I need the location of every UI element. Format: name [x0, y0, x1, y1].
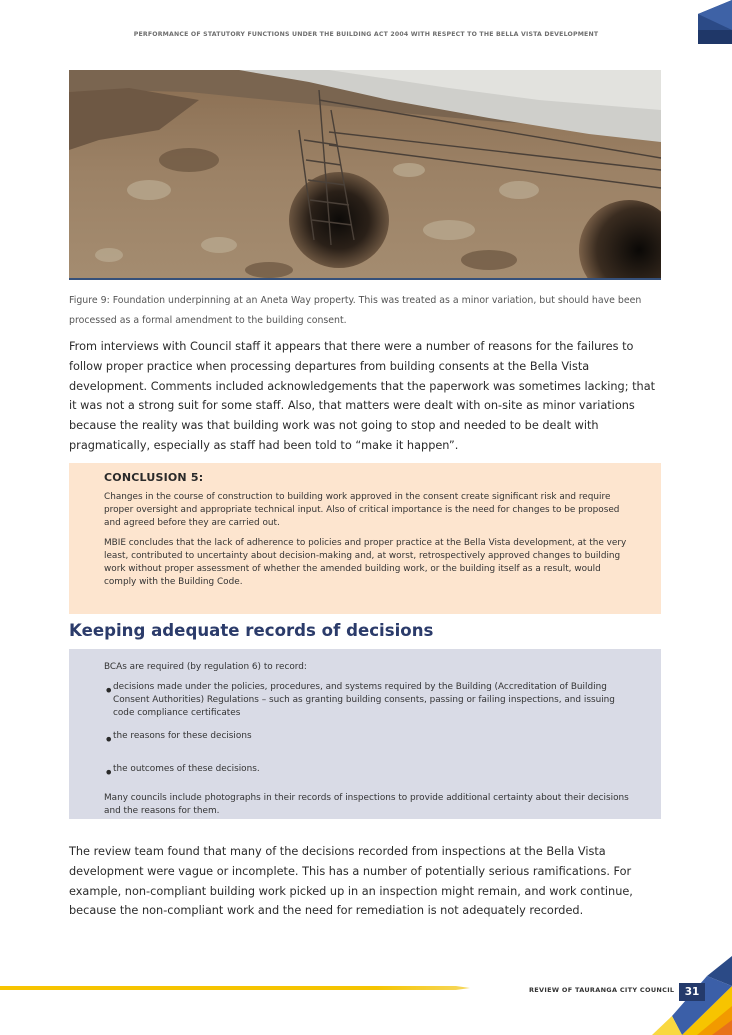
list-item-text: the reasons for these decisions: [113, 731, 252, 741]
footer-report-title: REVIEW OF TAURANGA CITY COUNCIL: [529, 986, 675, 994]
bullet-icon: •: [104, 681, 114, 700]
figure-caption: Figure 9: Foundation underpinning at an Aneta Way property. This was treated as a minor variation, but should have been processed as a formal amendment to the building consent.: [69, 295, 642, 326]
body-paragraph-1: From interviews with Council staff it appears that there were a number of reasons for the failures to follow proper practice when processing departures from building consents at the Bella Vista development. Comments included acknowledgements that the paperwork was sometimes lacking; that it was not a strong suit for some staff. Also, that matters were dealt with on-site as minor variations because the reality was that building work was not going to stop and needed to be dealt with pragmatically, especially as staff had been told to “make it happen”.: [69, 340, 656, 452]
body-paragraph-2: The review team found that many of the decisions recorded from inspections at the Bella Vista development were vague or incomplete. This has a number of potentially serious ramifications. For example, non-compliant building work picked up in an inspection might remain, and work continue, because the non-compliant work and the need for remediation is not adequately recorded.: [69, 845, 633, 918]
list-item: [104, 763, 631, 782]
footer-rule: [0, 986, 470, 990]
conclusion-text-1: Changes in the course of construction to building work approved in the consent create significant risk and require proper oversight and appropriate technical input. Also of critical importance is the need for changes to be proposed and agreed before they are carried out.: [104, 492, 620, 528]
list-item: [104, 681, 631, 720]
bullet-icon: •: [104, 730, 114, 749]
running-header: PERFORMANCE OF STATUTORY FUNCTIONS UNDER THE BUILDING ACT 2004 WITH RESPECT TO THE BELLA VISTA DEVELOPMENT: [133, 31, 599, 38]
list-item: [104, 730, 631, 749]
figure-photo: [69, 70, 661, 280]
page-number: 31: [679, 983, 705, 1001]
records-outro: Many councils include photographs in their records of inspections to provide additional certainty about their decisions and the reasons for them.: [104, 793, 629, 816]
conclusion-text-2: MBIE concludes that the lack of adherence to policies and proper practice at the Bella Vista development, at the very least, contributed to uncertainty about decision-making and, at worst, retrospectively approved changes to building work without proper assessment of whether the amended building work, or the building itself as a result, would comply with the Building Code.: [104, 538, 627, 587]
bullet-icon: •: [104, 763, 114, 782]
section-heading: Keeping adequate records of decisions: [69, 621, 434, 640]
records-box: [69, 649, 661, 819]
list-item-text: the outcomes of these decisions.: [113, 764, 260, 774]
records-intro: BCAs are required (by regulation 6) to record:: [104, 662, 307, 672]
list-item-text: decisions made under the policies, procedures, and systems required by the Building (Accreditation of Building Consent Authorities) Regulations – such as granting building consents, passing or failing inspections, and issuing code compliance certificates: [113, 682, 615, 718]
corner-decoration-icon: [698, 0, 732, 44]
conclusion-box: [69, 463, 661, 614]
conclusion-title: CONCLUSION 5:: [104, 471, 204, 484]
